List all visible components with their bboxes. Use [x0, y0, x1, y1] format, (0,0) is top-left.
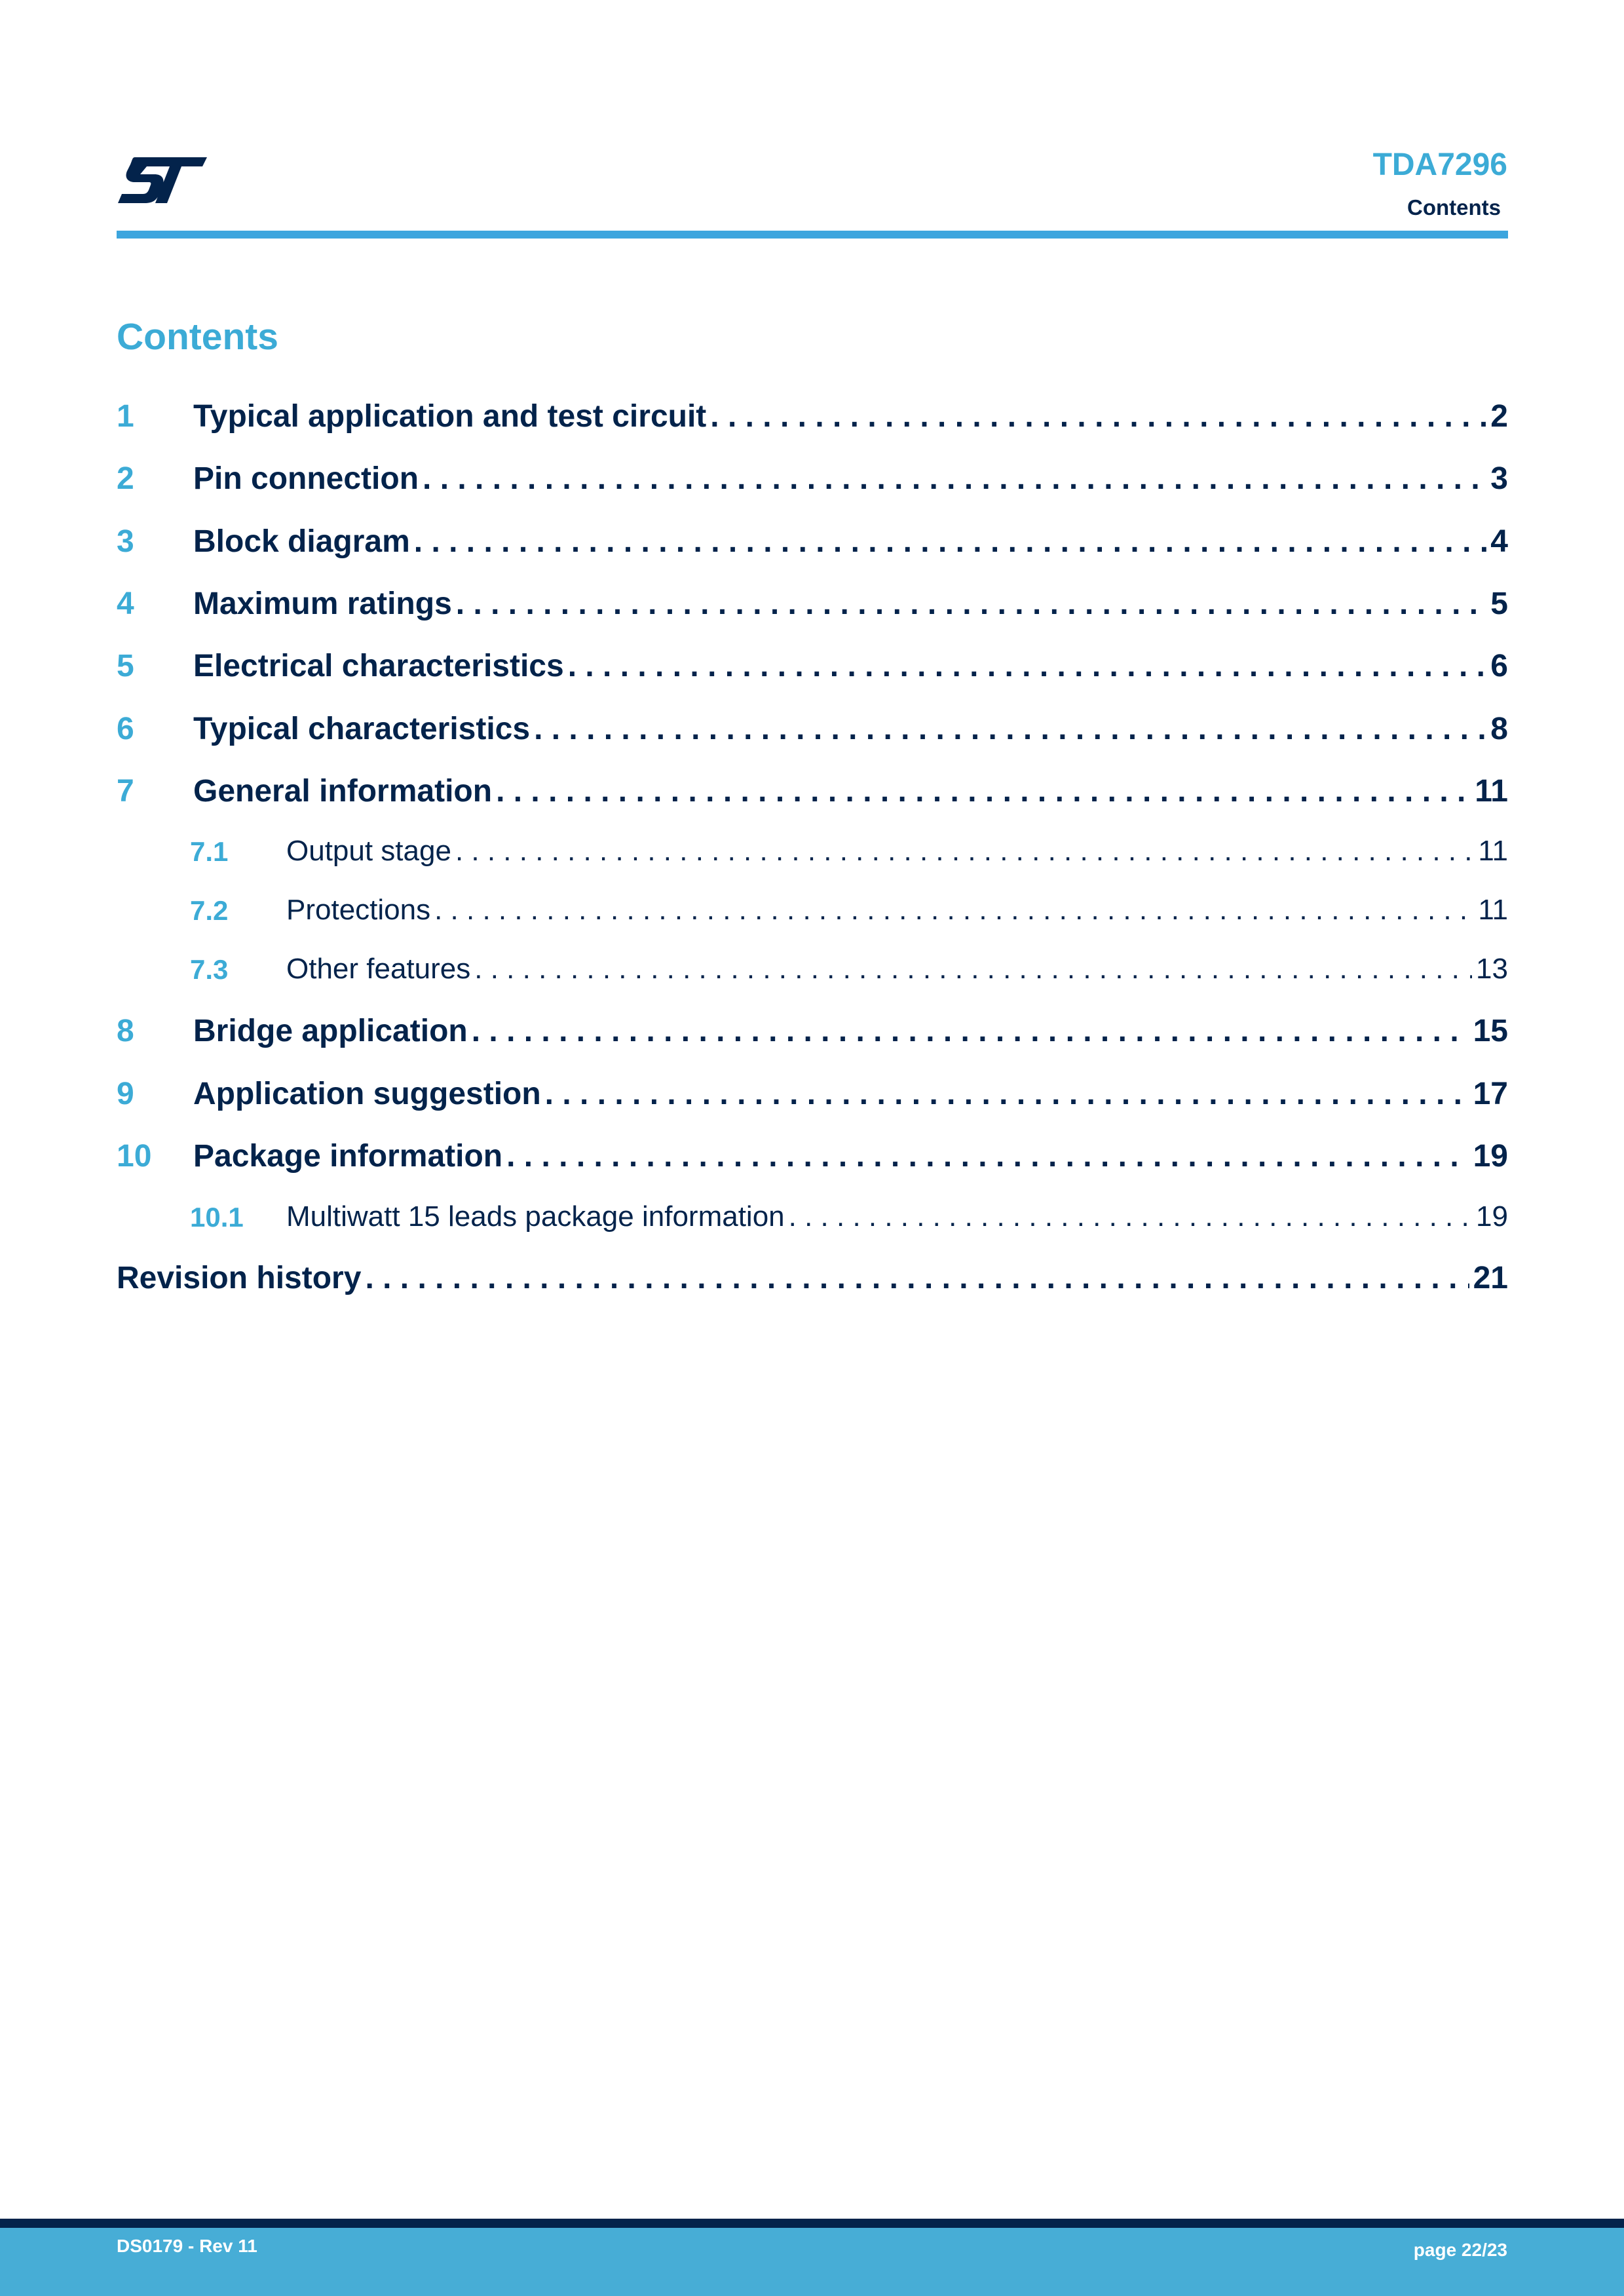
toc-leader-dots — [472, 1016, 1469, 1047]
toc-entry-number: 7.2 — [190, 895, 229, 926]
toc-entry[interactable] — [117, 574, 1508, 620]
toc-entry-title[interactable]: Pin connection — [193, 461, 419, 496]
toc-leader-dots — [496, 776, 1471, 807]
toc-leader-dots — [710, 401, 1486, 432]
toc-entry-title[interactable]: Typical application and test circuit — [193, 399, 707, 434]
toc-entry-page[interactable]: 11 — [1475, 774, 1508, 809]
toc-entry-page[interactable]: 5 — [1490, 586, 1508, 621]
toc-entry-number: 6 — [117, 712, 134, 746]
footer-page-number: page 22/23 — [1413, 2240, 1507, 2260]
toc-entry-page[interactable]: 21 — [1473, 1261, 1508, 1295]
toc-entry-page[interactable]: 4 — [1490, 524, 1508, 559]
toc-entry[interactable] — [117, 1001, 1508, 1047]
st-logo-icon — [117, 156, 208, 204]
toc-entry-title[interactable]: Other features — [286, 953, 471, 985]
toc-entry-number: 4 — [117, 586, 134, 621]
toc-entry[interactable] — [117, 636, 1508, 682]
toc-entry[interactable] — [117, 761, 1508, 807]
toc-entry-title[interactable]: Revision history — [117, 1261, 362, 1295]
toc-entry-page[interactable]: 11 — [1478, 894, 1508, 926]
toc-leader-dots — [534, 714, 1486, 745]
doc-title: TDA7296 — [1372, 147, 1507, 182]
toc-entry-title[interactable]: Output stage — [286, 835, 451, 867]
toc-entry-page[interactable]: 11 — [1478, 835, 1508, 867]
toc-entry-title[interactable]: Protections — [286, 894, 431, 926]
toc-entry-page[interactable]: 6 — [1490, 649, 1508, 683]
toc-subentry[interactable] — [117, 820, 1508, 866]
toc-entry-number: 9 — [117, 1077, 134, 1111]
toc-leader-dots — [434, 896, 1474, 925]
toc-entry-page[interactable]: 13 — [1476, 953, 1508, 985]
toc-entry[interactable] — [117, 699, 1508, 745]
toc-entry-title[interactable]: Multiwatt 15 leads package information — [286, 1200, 785, 1233]
toc-subentry[interactable] — [117, 879, 1508, 925]
toc-leader-dots — [414, 526, 1487, 558]
toc-entry-page[interactable]: 3 — [1490, 461, 1508, 496]
toc-entry-title[interactable]: General information — [193, 774, 493, 809]
toc-entry-page[interactable]: 19 — [1476, 1200, 1508, 1233]
toc-leader-dots — [506, 1141, 1469, 1172]
toc-entry-number: 7.1 — [190, 836, 229, 867]
toc-entry-title[interactable]: Block diagram — [193, 524, 410, 559]
toc-entry[interactable] — [117, 387, 1508, 432]
toc-entry-number: 10 — [117, 1139, 152, 1174]
footer-divider — [0, 2219, 1624, 2228]
toc-leader-dots — [545, 1079, 1469, 1110]
toc-entry-number: 2 — [117, 461, 134, 496]
toc-entry[interactable] — [117, 1126, 1508, 1172]
section-label: Contents — [1407, 195, 1501, 220]
toc-entry-revision-history[interactable] — [117, 1248, 1508, 1294]
header-divider — [117, 231, 1508, 239]
toc-leader-dots — [456, 588, 1487, 620]
page-title: Contents — [117, 316, 278, 358]
toc-entry-title[interactable]: Typical characteristics — [193, 712, 531, 746]
toc-entry-title[interactable]: Bridge application — [193, 1014, 468, 1048]
toc-entry-number: 7 — [117, 774, 134, 809]
toc-entry-page[interactable]: 2 — [1490, 399, 1508, 434]
footer-doc-id: DS0179 - Rev 11 — [117, 2236, 257, 2256]
toc-entry-title[interactable]: Package information — [193, 1139, 503, 1174]
toc-entry-page[interactable]: 15 — [1473, 1014, 1508, 1048]
toc-leader-dots — [455, 837, 1474, 866]
toc-subentry[interactable] — [117, 1185, 1508, 1231]
toc-leader-dots — [474, 955, 1472, 984]
toc-entry[interactable] — [117, 1064, 1508, 1110]
toc-entry-number: 5 — [117, 649, 134, 683]
toc-leader-dots — [365, 1263, 1469, 1294]
toc-entry[interactable] — [117, 449, 1508, 495]
toc-entry-number: 3 — [117, 524, 134, 559]
toc-leader-dots — [568, 651, 1487, 682]
toc-subentry[interactable] — [117, 938, 1508, 984]
toc-leader-dots — [423, 463, 1486, 495]
toc-entry-title[interactable]: Electrical characteristics — [193, 649, 564, 683]
toc-entry-number: 10.1 — [190, 1202, 244, 1233]
toc-entry-page[interactable]: 17 — [1473, 1077, 1508, 1111]
toc-leader-dots — [789, 1202, 1472, 1231]
toc-entry-title[interactable]: Application suggestion — [193, 1077, 541, 1111]
toc-entry-number: 7.3 — [190, 954, 229, 985]
toc-entry-number: 1 — [117, 399, 134, 434]
toc-entry-page[interactable]: 8 — [1490, 712, 1508, 746]
toc-entry-number: 8 — [117, 1014, 134, 1048]
toc-entry-page[interactable]: 19 — [1473, 1139, 1508, 1174]
toc-entry-title[interactable]: Maximum ratings — [193, 586, 452, 621]
toc-entry[interactable] — [117, 512, 1508, 558]
footer-band — [0, 2219, 1624, 2296]
